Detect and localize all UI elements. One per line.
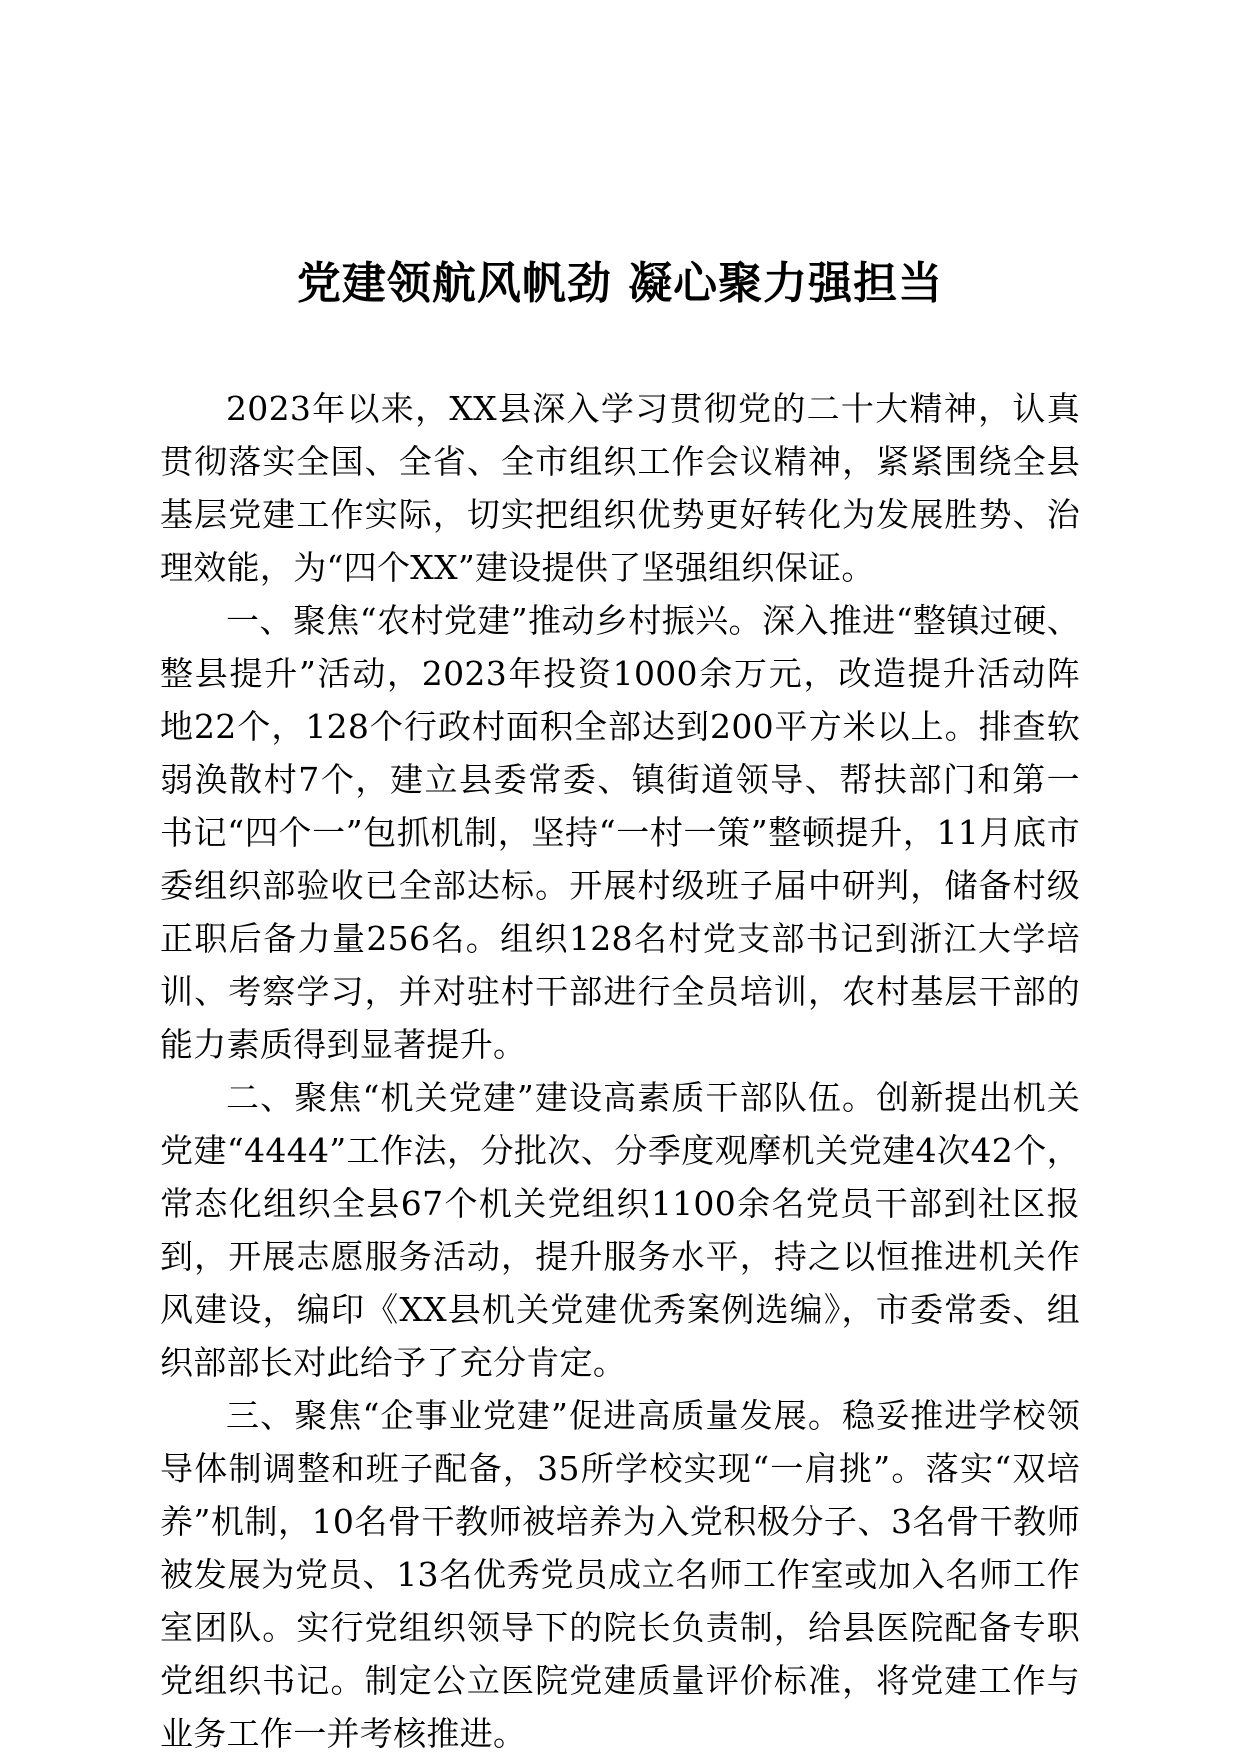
paragraph-intro: 2023年以来，XX县深入学习贯彻党的二十大精神，认真贯彻落实全国、全省、全市组织工作会议精神，紧紧围绕全县基层党建工作实际，切实把组织优势更好转化为发展胜势、治理效能，为“四个XX”建设提供了坚强组织保证。 [160,389,1080,587]
document-body [160,382,1080,1760]
paragraph-rural-party-building: 一、聚焦“农村党建”推动乡村振兴。深入推进“整镇过硬、整县提升”活动，2023年投资1000余万元，改造提升活动阵地22个，128个行政村面积全部达到200平方米以上。排查软弱涣散村7个，建立县委常委、镇街道领导、帮扶部门和第一书记“四个一”包抓机制，坚持“一村一策”整顿提升，11月底市委组织部验收已全部达标。开展村级班子届中研判，储备村级正职后备力量256名。组织128名村党支部书记到浙江大学培训、考察学习，并对驻村干部进行全员培训，农村基层干部的能力素质得到显著提升。 [160,601,1080,1064]
document-title: 党建领航风帆劲 凝心聚力强担当 [296,258,944,309]
paragraph-agency-party-building: 二、聚焦“机关党建”建设高素质干部队伍。创新提出机关党建“4444”工作法，分批次、分季度观摩机关党建4次42个，常态化组织全县67个机关党组织1100余名党员干部到社区报到，开展志愿服务活动，提升服务水平，持之以恒推进机关作风建设，编印《XX县机关党建优秀案例选编》，市委常委、组织部部长对此给予了充分肯定。 [160,1078,1080,1382]
paragraph-enterprise-party-building: 三、聚焦“企事业党建”促进高质量发展。稳妥推进学校领导体制调整和班子配备，35所学校实现“一肩挑”。落实“双培养”机制，10名骨干教师被培养为入党积极分子、3名骨干教师被发展为党员、13名优秀党员成立名师工作室或加入名师工作室团队。实行党组织领导下的院长负责制，给县医院配备专职党组织书记。制定公立医院党建质量评价标准，将党建工作与业务工作一并考核推进。 [160,1396,1080,1753]
